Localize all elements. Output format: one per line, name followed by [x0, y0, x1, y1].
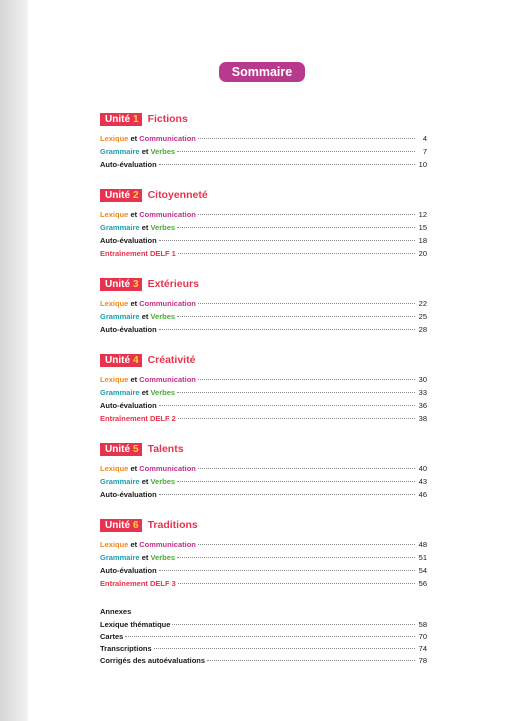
toc-row-label: [100, 375, 196, 384]
unit-tag-label: Unité: [105, 354, 130, 366]
annexes-heading: Annexes: [100, 607, 132, 616]
communication-word: Communication: [139, 299, 196, 308]
toc-row[interactable]: [100, 540, 427, 553]
et-word: et: [130, 464, 138, 473]
dot-leader: [177, 316, 415, 317]
page-number: 38: [418, 414, 427, 423]
page-title: Sommaire: [219, 62, 305, 82]
toc-row-label: [100, 147, 175, 156]
unit-number: 2: [133, 189, 139, 201]
et-word: et: [141, 388, 149, 397]
page-edge-shadow: [0, 0, 28, 721]
page-number: 4: [422, 134, 427, 143]
page-number: 78: [418, 656, 427, 665]
lexique-word: Lexique: [100, 210, 129, 219]
toc-row-label: [100, 401, 157, 410]
et-word: et: [141, 147, 149, 156]
et-word: et: [130, 210, 138, 219]
grammaire-word: Grammaire: [100, 388, 140, 397]
lexique-word: Lexique: [100, 134, 129, 143]
dot-leader: [125, 636, 415, 637]
verbes-word: Verbes: [150, 553, 176, 562]
unit-header: [100, 442, 427, 456]
toc-row-label: [100, 388, 175, 397]
dot-leader: [177, 557, 415, 558]
delf-label: Entraînement DELF 3: [100, 579, 176, 588]
toc-row-label: [100, 490, 157, 499]
unit-number: 6: [133, 519, 139, 531]
dot-leader: [178, 253, 415, 254]
unit-header: [100, 277, 427, 291]
unit-section: [100, 353, 427, 427]
verbes-word: Verbes: [150, 388, 176, 397]
toc-row[interactable]: [100, 566, 427, 579]
toc-row[interactable]: [100, 579, 427, 592]
toc-row[interactable]: [100, 375, 427, 388]
dot-leader: [198, 303, 415, 304]
page-number: 18: [418, 236, 427, 245]
unit-tag-label: Unité: [105, 443, 130, 455]
et-word: et: [141, 553, 149, 562]
page-number: 28: [418, 325, 427, 334]
et-word: et: [130, 134, 138, 143]
annex-label: Lexique thématique: [100, 620, 171, 629]
auto-evaluation-label: Auto-évaluation: [100, 401, 157, 410]
toc-row[interactable]: [100, 160, 427, 173]
toc-row-label: [100, 160, 157, 169]
unit-title: Traditions: [147, 519, 198, 531]
page-number: 51: [418, 553, 427, 562]
page-number: 33: [418, 388, 427, 397]
page-number: 58: [418, 620, 427, 629]
toc-row[interactable]: [100, 210, 427, 223]
unit-tag: [100, 113, 142, 126]
communication-word: Communication: [139, 464, 196, 473]
dot-leader: [198, 544, 415, 545]
toc-row[interactable]: [100, 325, 427, 338]
unit-number: 5: [133, 443, 139, 455]
page-number: 12: [418, 210, 427, 219]
toc-row[interactable]: [100, 553, 427, 566]
dot-leader: [198, 214, 415, 215]
lexique-word: Lexique: [100, 464, 129, 473]
page-number: 22: [418, 299, 427, 308]
unit-number: 3: [133, 278, 139, 290]
unit-tag: [100, 354, 142, 367]
auto-evaluation-label: Auto-évaluation: [100, 236, 157, 245]
grammaire-word: Grammaire: [100, 312, 140, 321]
unit-header: [100, 353, 427, 367]
communication-word: Communication: [139, 375, 196, 384]
unit-header: [100, 188, 427, 202]
unit-section: [100, 112, 427, 173]
lexique-word: Lexique: [100, 375, 129, 384]
unit-section: [100, 442, 427, 503]
verbes-word: Verbes: [150, 147, 176, 156]
auto-evaluation-label: Auto-évaluation: [100, 566, 157, 575]
page-number: 20: [418, 249, 427, 258]
unit-tag: [100, 278, 142, 291]
toc-row-label: [100, 210, 196, 219]
table-of-contents: [100, 112, 427, 668]
grammaire-word: Grammaire: [100, 147, 140, 156]
toc-row[interactable]: [100, 223, 427, 236]
page-number: 10: [418, 160, 427, 169]
dot-leader: [159, 570, 415, 571]
annex-row[interactable]: [100, 632, 427, 644]
unit-section: [100, 518, 427, 592]
unit-title: Citoyenneté: [147, 189, 208, 201]
toc-row[interactable]: [100, 414, 427, 427]
unit-number: 1: [133, 113, 139, 125]
toc-row-label: [100, 414, 176, 423]
unit-number: 4: [133, 354, 139, 366]
unit-tag-label: Unité: [105, 278, 130, 290]
annex-label: Cartes: [100, 632, 124, 641]
dot-leader: [178, 418, 415, 419]
lexique-word: Lexique: [100, 299, 129, 308]
page-number: 15: [418, 223, 427, 232]
toc-row[interactable]: [100, 249, 427, 262]
dot-leader: [198, 379, 415, 380]
dot-leader: [178, 583, 415, 584]
dot-leader: [159, 405, 415, 406]
toc-row-label: [100, 236, 157, 245]
page-number: 40: [418, 464, 427, 473]
page-number: 7: [422, 147, 427, 156]
communication-word: Communication: [139, 134, 196, 143]
unit-tag-label: Unité: [105, 189, 130, 201]
page-number: 43: [418, 477, 427, 486]
toc-row[interactable]: [100, 388, 427, 401]
et-word: et: [130, 375, 138, 384]
unit-section: [100, 188, 427, 262]
toc-row-label: [100, 134, 196, 143]
unit-tag-label: Unité: [105, 113, 130, 125]
toc-row-label: [100, 477, 175, 486]
toc-row-label: [100, 299, 196, 308]
toc-row[interactable]: [100, 236, 427, 249]
communication-word: Communication: [139, 540, 196, 549]
et-word: et: [141, 223, 149, 232]
toc-row-label: [100, 540, 196, 549]
unit-title: Fictions: [147, 113, 188, 125]
annexes-section: [100, 607, 427, 668]
et-word: et: [141, 312, 149, 321]
dot-leader: [154, 648, 415, 649]
dot-leader: [177, 481, 415, 482]
unit-section: [100, 277, 427, 338]
et-word: et: [130, 540, 138, 549]
lexique-word: Lexique: [100, 540, 129, 549]
page-number: 74: [418, 644, 427, 653]
toc-row[interactable]: [100, 312, 427, 325]
delf-label: Entraînement DELF 1: [100, 249, 176, 258]
page-number: 46: [418, 490, 427, 499]
unit-tag-label: Unité: [105, 519, 130, 531]
grammaire-word: Grammaire: [100, 477, 140, 486]
annex-row[interactable]: [100, 620, 427, 632]
dot-leader: [159, 329, 415, 330]
toc-row[interactable]: [100, 401, 427, 414]
toc-row-label: [100, 312, 175, 321]
toc-row-label: [100, 223, 175, 232]
verbes-word: Verbes: [150, 312, 176, 321]
toc-row-label: [100, 325, 157, 334]
toc-row[interactable]: [100, 490, 427, 503]
verbes-word: Verbes: [150, 223, 176, 232]
page-number: 30: [418, 375, 427, 384]
toc-row[interactable]: [100, 299, 427, 312]
toc-row-label: [100, 553, 175, 562]
dot-leader: [177, 392, 415, 393]
auto-evaluation-label: Auto-évaluation: [100, 325, 157, 334]
unit-tag: [100, 189, 142, 202]
dot-leader: [207, 660, 415, 661]
delf-label: Entraînement DELF 2: [100, 414, 176, 423]
communication-word: Communication: [139, 210, 196, 219]
verbes-word: Verbes: [150, 477, 176, 486]
page-number: 48: [418, 540, 427, 549]
dot-leader: [159, 164, 415, 165]
annex-label: Transcriptions: [100, 644, 152, 653]
toc-row-label: [100, 464, 196, 473]
unit-tag: [100, 519, 142, 532]
annex-label: Corrigés des autoévaluations: [100, 656, 206, 665]
dot-leader: [198, 138, 415, 139]
toc-row-label: [100, 579, 176, 588]
unit-title: Créativité: [147, 354, 196, 366]
auto-evaluation-label: Auto-évaluation: [100, 490, 157, 499]
unit-title: Extérieurs: [147, 278, 199, 290]
dot-leader: [159, 240, 415, 241]
dot-leader: [159, 494, 415, 495]
page-number: 54: [418, 566, 427, 575]
et-word: et: [141, 477, 149, 486]
unit-header: [100, 518, 427, 532]
page-number: 70: [418, 632, 427, 641]
dot-leader: [177, 227, 415, 228]
dot-leader: [177, 151, 415, 152]
annex-row[interactable]: [100, 644, 427, 656]
toc-row[interactable]: [100, 464, 427, 477]
grammaire-word: Grammaire: [100, 223, 140, 232]
auto-evaluation-label: Auto-évaluation: [100, 160, 157, 169]
page-number: 56: [418, 579, 427, 588]
unit-title: Talents: [147, 443, 184, 455]
dot-leader: [198, 468, 415, 469]
unit-header: [100, 112, 427, 126]
page-number: 25: [418, 312, 427, 321]
toc-row-label: [100, 249, 176, 258]
unit-tag: [100, 443, 142, 456]
toc-row-label: [100, 566, 157, 575]
toc-row[interactable]: [100, 477, 427, 490]
page-number: 36: [418, 401, 427, 410]
et-word: et: [130, 299, 138, 308]
annex-row[interactable]: [100, 656, 427, 668]
toc-row[interactable]: [100, 134, 427, 147]
dot-leader: [172, 624, 415, 625]
grammaire-word: Grammaire: [100, 553, 140, 562]
toc-row[interactable]: [100, 147, 427, 160]
